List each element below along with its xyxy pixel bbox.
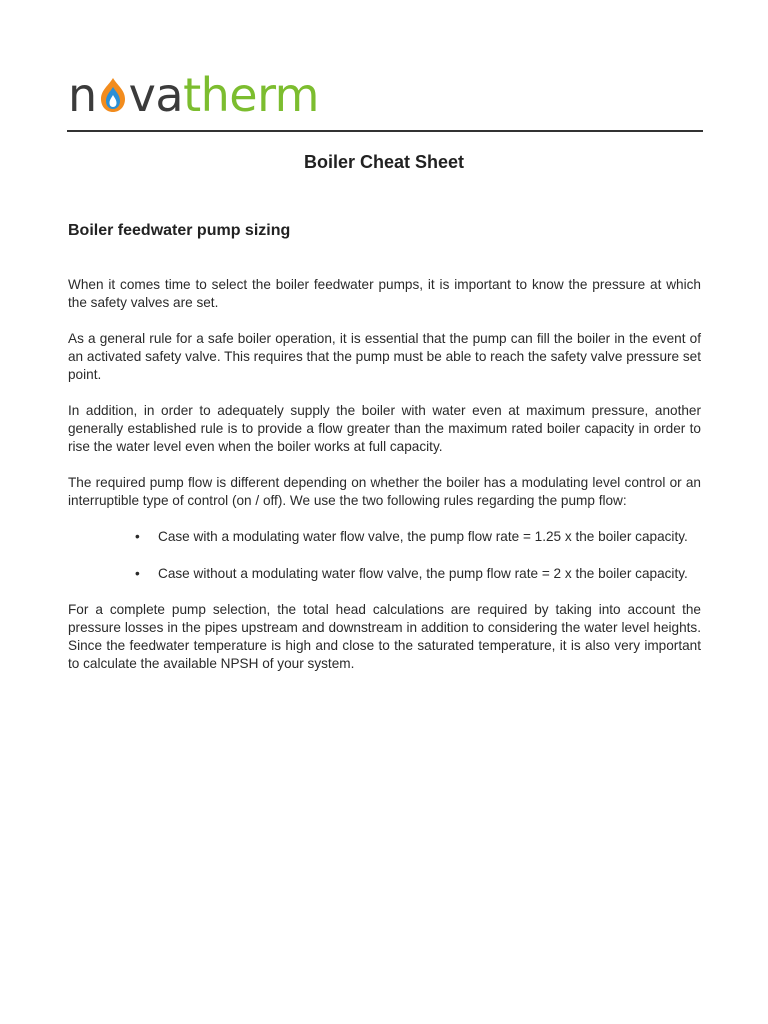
list-item: • Case without a modulating water flow valve, the pump flow rate = 2 x the boiler capacity. xyxy=(158,565,701,583)
section-heading: Boiler feedwater pump sizing xyxy=(68,222,291,239)
paragraph: For a complete pump selection, the total head calculations are required by taking into account the pressure losses in the pipes upstream and downstream in addition to considering the water level heights. Since the feedwater temperature is high and close to the saturated temperature, it is also very important to calculate the available NPSH of your system. xyxy=(68,602,701,671)
paragraph: As a general rule for a safe boiler operation, it is essential that the pump can fill the boiler in the event of an activated safety valve. This requires that the pump must be able to reach the safety valve pressure set point. xyxy=(68,331,701,382)
logo-text-n: n xyxy=(68,68,97,122)
header-divider xyxy=(67,130,703,132)
logo-text-therm: therm xyxy=(183,68,319,122)
page-title: Boiler Cheat Sheet xyxy=(303,152,465,172)
bullet-list xyxy=(68,528,701,583)
novatherm-logo xyxy=(68,68,319,122)
paragraph: In addition, in order to adequately supply the boiler with water even at maximum pressure, another generally established rule is to provide a flow greater than the maximum rated boiler capacity in order to rise the water level even when the boiler works at full capacity. xyxy=(68,403,701,454)
paragraph: The required pump flow is different depending on whether the boiler has a modulating level control or an interruptible type of control (on / off). We use the two following rules regarding the pump flow: xyxy=(68,475,701,508)
logo-text-va: va xyxy=(128,68,184,122)
paragraph: When it comes time to select the boiler feedwater pumps, it is important to know the pressure at which the safety valves are set. xyxy=(68,277,701,310)
body-text xyxy=(68,276,701,691)
list-item: • Case with a modulating water flow valve, the pump flow rate = 1.25 x the boiler capacity. xyxy=(158,528,701,546)
flame-o-icon xyxy=(98,76,128,114)
